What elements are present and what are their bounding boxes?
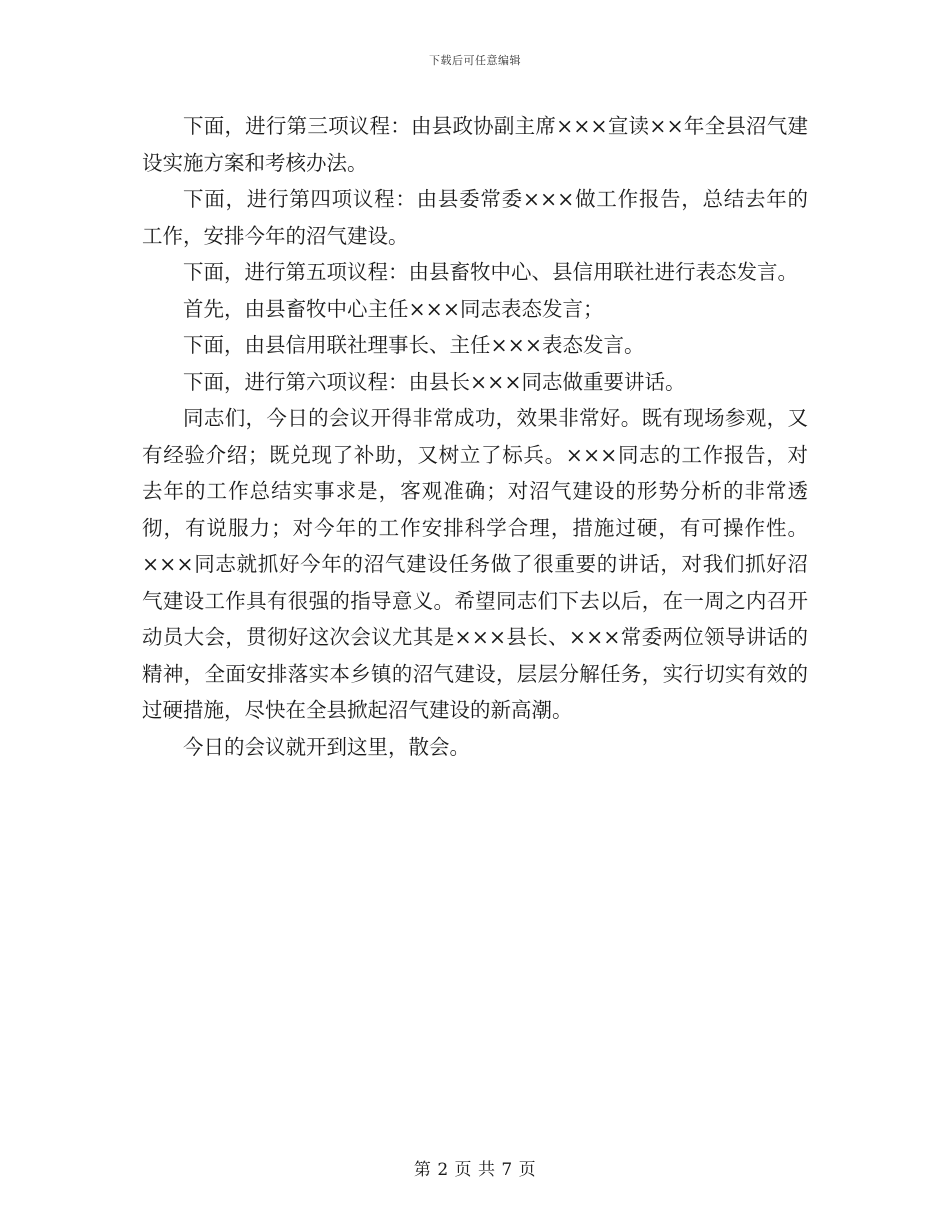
paragraph-second-speech: 下面，由县信用联社理事长、主任×××表态发言。 bbox=[183, 333, 645, 357]
paragraph-summary: 同志们，今日的会议开得非常成功，效果非常好。既有现场参观，又有经验介绍；既兑现了补助，又树立了标兵。×××同志的工作报告，对去年的工作总结实事求是，客观准确；对沼气建设的形势分析的非常透彻，有说服力；对今年的工作安排科学合理，措施过硬，有可操作性。×××同志就抓好今年的沼气建设任务做了很重要的讲话，对我们抓好沼气建设工作具有很强的指导意义。希望同志们下去以后，在一周之内召开动员大会，贯彻好这次会议尤其是×××县长、×××常委两位领导讲话的精神，全面安排落实本乡镇的沼气建设，层层分解任务，实行切实有效的过硬措施，尽快在全县掀起沼气建设的新高潮。 bbox=[142, 406, 808, 722]
paragraph-agenda-4: 下面，进行第四项议程：由县委常委×××做工作报告，总结去年的工作，安排今年的沼气建设。 bbox=[142, 187, 808, 248]
page-number: 第 2 页 共 7 页 bbox=[413, 1160, 537, 1180]
document-body bbox=[142, 108, 808, 765]
paragraph-agenda-6: 下面，进行第六项议程：由县长×××同志做重要讲话。 bbox=[183, 369, 686, 394]
paragraph-closing: 今日的会议就开到这里，散会。 bbox=[183, 734, 470, 759]
paragraph-first-speech: 首先，由县畜牧中心主任×××同志表态发言； bbox=[183, 296, 604, 321]
page-header: 下载后可任意编辑 bbox=[429, 54, 521, 67]
paragraph-agenda-3: 下面，进行第三项议程：由县政协副主席×××宣读××年全县沼气建设实施方案和考核办法。 bbox=[142, 114, 808, 175]
paragraph-agenda-5: 下面，进行第五项议程：由县畜牧中心、县信用联社进行表态发言。 bbox=[183, 260, 798, 284]
